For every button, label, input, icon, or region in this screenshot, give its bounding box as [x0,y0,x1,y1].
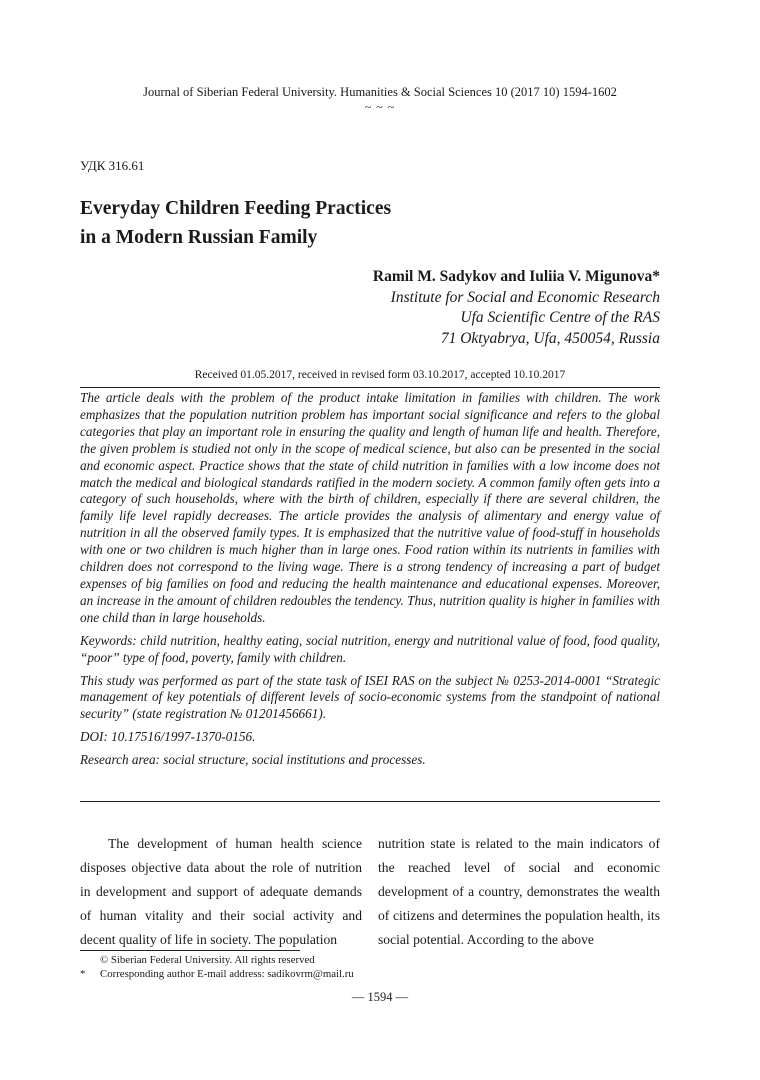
abstract-block [80,390,660,775]
journal-header: Journal of Siberian Federal University. Humanities & Social Sciences 10 (2017 10) 1594-1602 [143,85,617,99]
abstract-bottom-rule [80,801,660,802]
body-column-right [378,832,660,952]
funding-note: This study was performed as part of the state task of ISEI RAS on the subject № 0253-2014-0001 “Strategic management of key potentials of different levels of socio-economic systems from the standpoint of national security” (state registration № 01201456661). [80,672,660,722]
author-block [373,267,660,349]
abstract-top-rule [80,387,660,388]
body-paragraph-right: nutrition state is related to the main indicators of the reached level of social and economic development of a country, demonstrates the wealth of citizens and determines the population health, its social potential. According to the above [378,836,660,947]
footnote-corresponding [80,967,660,981]
title-line-1: Everyday Children Feeding Practices [80,198,392,219]
copyright-text: © Siberian Federal University. All rights reserved [100,954,315,966]
keywords: Keywords: child nutrition, healthy eating, social nutrition, energy and nutritional value of food, food quality, “poor” type of food, poverty, family with children. [80,632,660,665]
author-names: Ramil M. Sadykov and Iuliia V. Migunova* [372,268,660,285]
corresponding-text: Corresponding author E-mail address: sadikovrm@mail.ru [100,968,354,980]
affiliation-line-3: 71 Oktyabrya, Ufa, 450054, Russia [440,329,660,347]
abstract-text: The article deals with the problem of the product intake limitation in families with children. The work emphasizes that the population nutrition problem has important social significance and refers to the global categories that play an important role in ensuring the quality and length of human life and health. Therefore, the given problem is studied not only in the scope of medical science, but also can be presented in the social and economic aspect. Practice shows that the state of child nutrition in families with a low income does not match the medical and biological standards ratified in the modern society. A common family often gets into a category of such households, where with the birth of children, especially if there are several children, the family life level rapidly decreases. The article provides the analysis of alimentary and energy value of nutrition in all the observed family types. It is emphasized that the nutritive value of food-stuff in households with one or two children is much higher than in large ones. Food ration within its nutrients in families with children does not correspond to the living wage. There is a strong tendency of increasing a part of budget expenses of big families on food and reducing the health maintenance and educational expenses. Moreover, an increase in the amount of children redoubles the tendency. Thus, nutrition quality is higher in families with one child than in large households. [80,390,660,625]
body-column-left [80,832,362,952]
received-dates: Received 01.05.2017, received in revised form 03.10.2017, accepted 10.10.2017 [194,369,566,381]
footnote-star: * [80,968,86,980]
article-title [80,194,680,252]
page-number: — 1594 — [351,990,409,1004]
affiliation-line-2: Ufa Scientific Centre of the RAS [460,309,660,326]
research-area: Research area: social structure, social institutions and processes. [80,752,426,768]
udk-code: УДК 316.61 [80,158,145,173]
body-paragraph-left: The development of human health science disposes objective data about the role of nutrition in development and support of adequate demands of human vitality and their social activity and decent quality of life in society. The population [80,836,362,947]
affiliation-line-1: Institute for Social and Economic Research [390,288,660,306]
title-line-2: in a Modern Russian Family [80,227,318,248]
footnote-rule [80,950,300,951]
doi: DOI: 10.17516/1997-1370-0156. [80,729,256,745]
footnote-copyright [80,953,660,967]
header-separator: ~ ~ ~ [364,100,396,114]
